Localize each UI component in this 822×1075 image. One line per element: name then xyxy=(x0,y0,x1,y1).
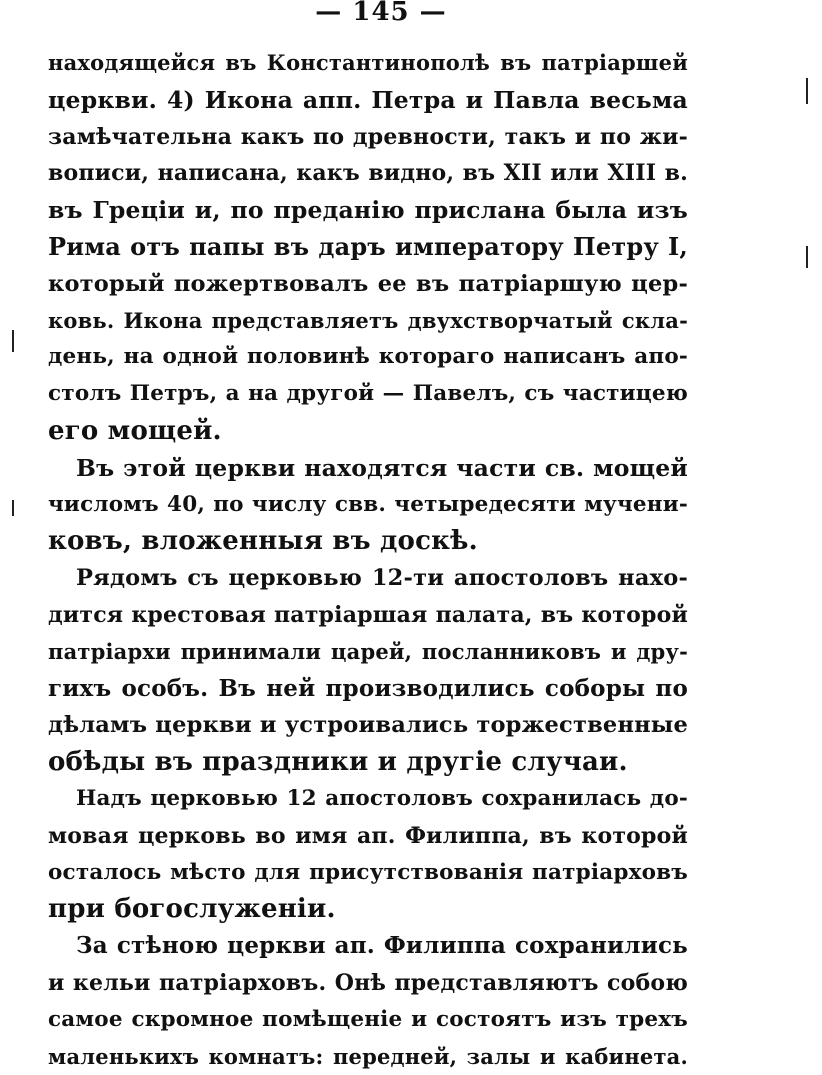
text-line: столъ Петръ, а на другой — Павелъ, съ частицею xyxy=(48,381,688,407)
text-line: дится крестовая патріаршая палата, въ которой xyxy=(48,601,688,628)
text-line: его мощей. xyxy=(48,415,222,446)
margin-mark xyxy=(12,330,14,352)
text-line: гихъ особъ. Въ ней производились соборы по xyxy=(48,674,688,702)
text-line: мовая церковь во имя ап. Филиппа, въ которой xyxy=(48,822,688,849)
text-line: находящейся въ Константинополѣ въ патріаршей xyxy=(48,50,688,75)
text-line: день, на одной половинѣ котораго написанъ апо- xyxy=(48,344,688,370)
margin-mark xyxy=(12,500,14,516)
text-line: ковъ, вложенныя въ доскѣ. xyxy=(48,526,478,557)
text-line: Надъ церковью 12 апостоловъ сохранилась до- xyxy=(76,785,688,811)
text-line: патріархи принимали царей, посланниковъ и дру- xyxy=(48,638,688,664)
text-line: и кельи патріарховъ. Онѣ представляютъ собою xyxy=(48,969,688,996)
text-line: дѣламъ церкви и устроивались торжественные xyxy=(48,712,689,739)
text-line: ковь. Икона представляетъ двухстворчатый скла- xyxy=(48,307,688,333)
text-line: замѣчательна какъ по древности, такъ и по жи- xyxy=(48,123,688,150)
text-line: церкви. 4) Икона апп. Петра и Павла весьма xyxy=(48,85,688,114)
text-line: За стѣною церкви ап. Филиппа сохранились xyxy=(76,932,688,960)
text-line: Рядомъ съ церковью 12-ти апостоловъ нахо- xyxy=(76,565,688,592)
text-line: осталось мѣсто для присутствованія патріарховъ xyxy=(48,859,688,885)
text-line: маленькихъ комнатъ: передней, залы и кабинета. xyxy=(48,1043,688,1069)
text-line: Въ этой церкви находятся части св. мощей xyxy=(76,453,688,482)
margin-mark xyxy=(806,78,808,104)
text-line: который пожертвовалъ ее въ патріаршую цер- xyxy=(48,270,688,297)
text-line: самое скромное помѣщеніе и состоятъ изъ трехъ xyxy=(48,1006,688,1032)
page-number: — 145 — xyxy=(315,0,447,27)
text-line: при богослуженіи. xyxy=(48,894,336,925)
text-line: Рима отъ папы въ даръ императору Петру I, xyxy=(48,231,688,261)
text-line: вописи, написана, какъ видно, въ XII или XIII в. xyxy=(48,160,688,187)
text-line: числомъ 40, по числу свв. четыредесяти мучени- xyxy=(48,491,688,517)
text-line: обѣды въ праздники и другіе случаи. xyxy=(48,747,628,778)
margin-mark xyxy=(806,246,808,268)
text-line: въ Греціи и, по преданію прислана была изъ xyxy=(48,196,688,225)
body-text xyxy=(48,45,688,1075)
